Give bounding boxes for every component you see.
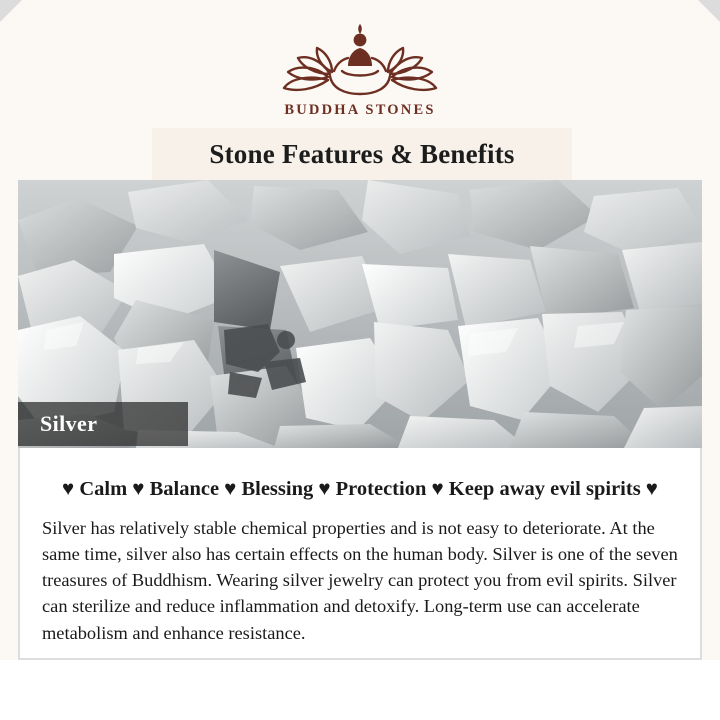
stone-name-overlay	[18, 402, 188, 446]
corner-accent-top-right	[698, 0, 720, 22]
stone-name: Silver	[40, 411, 98, 436]
brand-logo	[0, 24, 720, 119]
lotus-meditation-icon	[270, 24, 450, 98]
footer-whitespace	[0, 660, 720, 720]
corner-accent-top-left	[0, 0, 22, 22]
benefit-keywords: ♥ Calm ♥ Balance ♥ Blessing ♥ Protection ♥ Keep away evil spirits ♥	[62, 478, 658, 500]
benefits-panel	[18, 448, 702, 660]
stone-description: Silver has relatively stable chemical properties and is not easy to deteriorate. At the same time, silver also has certain effects on the human body. Silver is one of the seven treasures of Buddhism. Wearing silver jewelry can protect you from evil spirits. Silver can sterilize and reduce inflammation and detoxify. Long-term use can accelerate metabolism and enhance resistance.	[42, 518, 678, 643]
brand-name: BUDDHA STONES	[284, 102, 436, 118]
page-title: Stone Features & Benefits	[209, 138, 515, 169]
section-title-bar	[152, 128, 572, 180]
